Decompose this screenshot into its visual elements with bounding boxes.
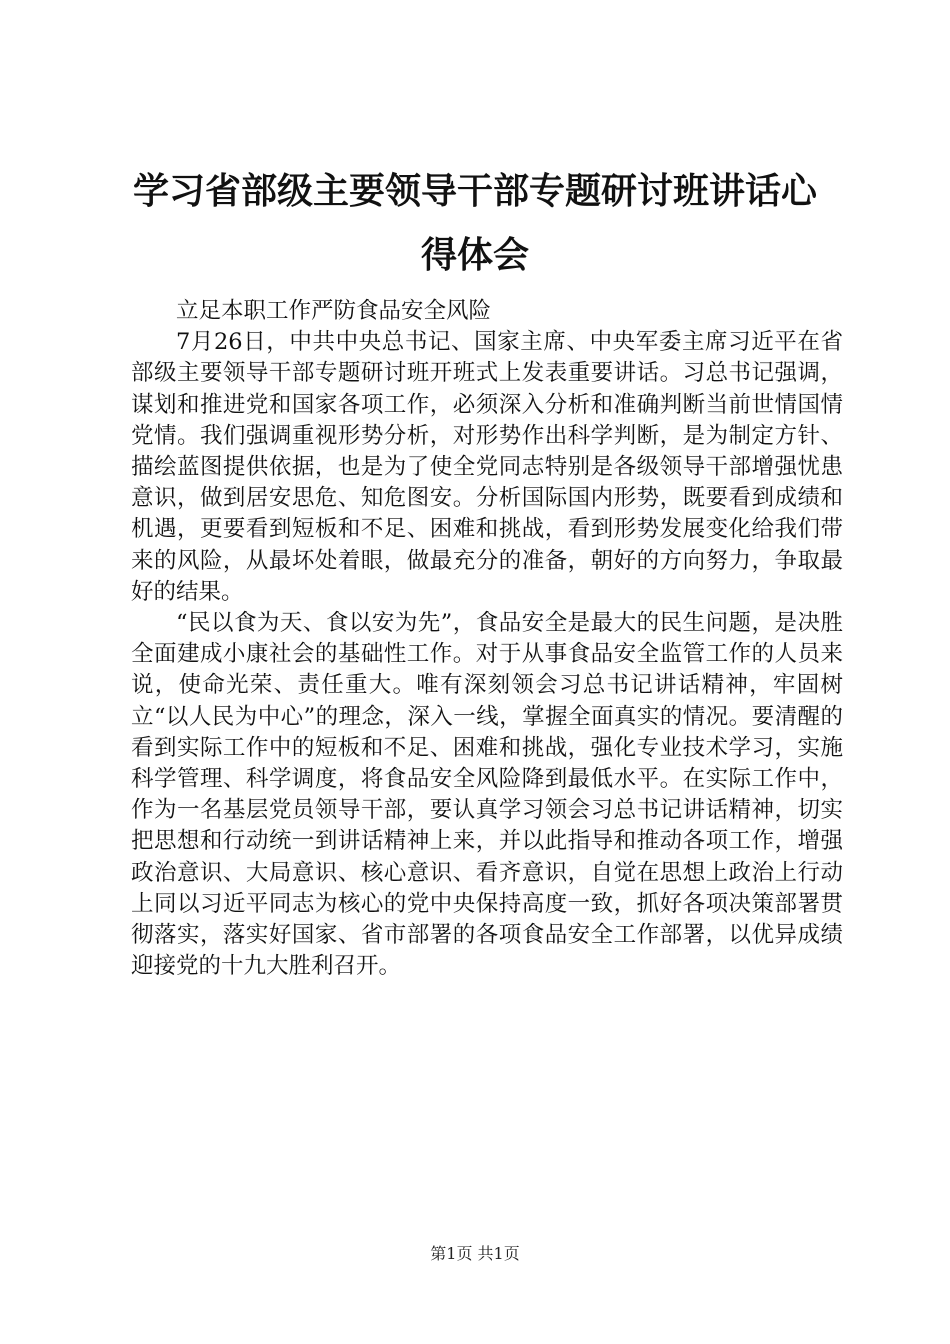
paragraph-1: 7月26日，中共中央总书记、国家主席、中央军委主席习近平在省部级主要领导干部专题研讨班开班式上发表重要讲话。习总书记强调，谋划和推进党和国家各项工作，必须深入分析和准确判断当前世情国情党情。我们强调重视形势分析，对形势作出科学判断，是为制定方针、描绘蓝图提供依据，也是为了使全党同志特别是各级领导干部增强忧患意识，做到居安思危、知危图安。分析国际国内形势，既要看到成绩和机遇，更要看到短板和不足、困难和挑战，看到形势发展变化给我们带来的风险，从最坏处着眼，做最充分的准备，朝好的方向努力，争取最好的结果。 [131, 329, 843, 605]
document-subtitle: 立足本职工作严防食品安全风险 [176, 298, 492, 324]
document-title: 学习省部级主要领导干部专题研讨班讲话心得体会 [132, 171, 817, 276]
page-footer: 第1页 共1页 [430, 1244, 520, 1263]
paragraph-2: “民以食为天、食以安为先”，食品安全是最大的民生问题，是决胜全面建成小康社会的基础性工作。对于从事食品安全监管工作的人员来说，使命光荣、责任重大。唯有深刻领会习总书记讲话精神，牢固树立“以人民为中心”的理念，深入一线，掌握全面真实的情况。要清醒的看到实际工作中的短板和不足、困难和挑战，强化专业技术学习，实施科学管理、科学调度，将食品安全风险降到最低水平。在实际工作中，作为一名基层党员领导干部，要认真学习领会习总书记讲话精神，切实把思想和行动统一到讲话精神上来，并以此指导和推动各项工作，增强政治意识、大局意识、核心意识、看齐意识，自觉在思想上政治上行动上同以习近平同志为核心的党中央保持高度一致，抓好各项决策部署贯彻落实，落实好国家、省市部署的各项食品安全工作部署，以优异成绩迎接党的十九大胜利召开。 [131, 610, 843, 980]
document-body [131, 296, 843, 982]
